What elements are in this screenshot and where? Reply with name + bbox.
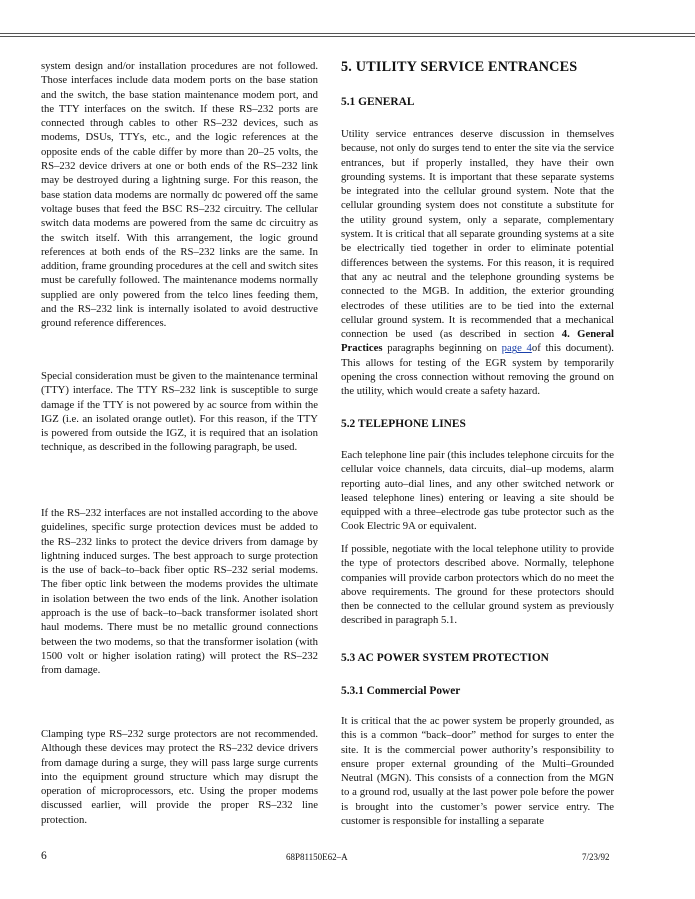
section-reference: 4. General Practices bbox=[341, 328, 614, 355]
subsection-heading-5-2: 5.2 TELEPHONE LINES bbox=[341, 418, 466, 430]
document-number: 68P81150E62–A bbox=[286, 852, 348, 862]
left-paragraph-3: If the RS–232 interfaces are not installed according to the above guidelines, specific surge protection devices must be added to the RS–232 links to protect the device drivers from damage by lightning induced surges. The best approach to surge protection is the use of back–to–back fiber optic RS–232 serial modems. The fiber optic link between the modems provides the ultimate in isolation between the two ends of the link. Another isolation approach is the use of back–to–back transformer isolated short haul modems. There must be no metallic ground connections between the two modems, so that the transformer isolation (with 1500 volt or higher isolation rating) will protect the RS–232 from damage. bbox=[41, 507, 318, 677]
top-rule bbox=[0, 33, 695, 34]
commercial-power-paragraph: It is critical that the ac power system be properly grounded, as this is a common “back–door” method for surges to enter the site. It is the commercial power authority’s responsibility to ensure proper external grounding of the Multi–Grounded Neutral (MGN). This consists of a connection from the MGN to a ground rod, usually at the last power pole before the power is brought into the customer’s power service entry. The customer is responsible for installing a separate bbox=[341, 715, 614, 828]
section-heading: 5. UTILITY SERVICE ENTRANCES bbox=[341, 59, 578, 75]
telephone-paragraph-1: Each telephone line pair (this includes telephone circuits for the cellular voice channels, data circuits, dial–up modems, alarm reporting auto–dial lines, and any other switched network or leased telephone lines) entering or leaving a site should be equipped with a three–electrode gas tube protector such as the Cook Electric 9A or equivalent. bbox=[341, 449, 614, 533]
subsection-heading-5-3: 5.3 AC POWER SYSTEM PROTECTION bbox=[341, 652, 549, 664]
subsection-heading-5-3-1: 5.3.1 Commercial Power bbox=[341, 685, 461, 697]
document-date: 7/23/92 bbox=[582, 852, 610, 862]
subsection-heading-5-1: 5.1 GENERAL bbox=[341, 96, 415, 108]
left-paragraph-2: Special consideration must be given to the maintenance terminal (TTY) interface. The TTY RS–232 link is susceptible to surge damage if the TTY is not powered by ac source from within the IGZ (i.e. an isolated orange outlet). For this reason, if the TTY is powered from outside the IGZ, it is required that an isolation technique, as described in the following paragraph, be used. bbox=[41, 370, 318, 454]
general-paragraph: Utility service entrances deserve discussion in themselves because, not only do surges tend to enter the site via the service entrances, but if properly installed, they have their own grounding systems. It is important that these separate systems be integrated into the cellular ground system. Note that the cellular grounding system does not constitute a substitute for the utility ground system, only a separate, complementary system. It is critical that all separate grounding systems at a site be electrically tied together in order to eliminate potential differences between the systems. For this reason, it is required that any ac neutral and the telephone grounding systems be connected to the MGB. In addition, the exterior grounding electrodes of these utilities are to be tied into the external cellular ground system. It is recommended that a mechanical connection be used (as described in section 4. General Practices paragraphs beginning on page 4of this document). This allows for testing of the EGR system by temporarily opening the cross connection without removing the ground on the utility, which would create a safety hazard. bbox=[341, 128, 614, 398]
page-link[interactable]: page 4 bbox=[501, 342, 532, 355]
page-number: 6 bbox=[41, 850, 47, 862]
left-paragraph-4: Clamping type RS–232 surge protectors are not recommended. Although these devices may protect the RS–232 device drivers from damage during a surge, they will pass large surge currents into the equipment ground structure which may disrupt the operation of microprocessors, etc. Using the proper modems discussed earlier, will provide the proper RS–232 line protection. bbox=[41, 728, 318, 826]
top-rule bbox=[0, 36, 695, 37]
telephone-paragraph-2: If possible, negotiate with the local telephone utility to provide the type of protectors described above. Normally, telephone companies will provide carbon protectors which do no meet the above requirements. The ground for these protectors should then be connected to the cellular ground system as previously described in paragraph 5.1. bbox=[341, 543, 614, 627]
left-paragraph-1: system design and/or installation procedures are not followed. Those interfaces include data modem ports on the base station and the switch, the base station maintenance modem port, and the TTY interfaces on the switch. If these RS–232 ports are connected through cables to other RS–232 devices, such as modems, DSUs, TTYs, etc., and the logic references at the opposite ends of the cable differ by more than 20–25 volts, the RS–232 device drivers at one or both ends of the RS–232 link may be destroyed during a lightning surge. For this reason, the base station data modems are normally dc powered off the same voltage buses that feed the BSC RS–232 circuitry. The cellular switch data modems are powered from the same dc circuitry as the switch itself. With this arrangement, the logic ground references at both ends of the RS–232 links are the same. In addition, frame grounding procedures at the cell and switch sites must be carefully followed. The maintenance modems normally supplied are only powered from the telco lines feeding them, and the RS–232 link is internally isolated to avoid destructive ground reference differences. bbox=[41, 60, 318, 330]
